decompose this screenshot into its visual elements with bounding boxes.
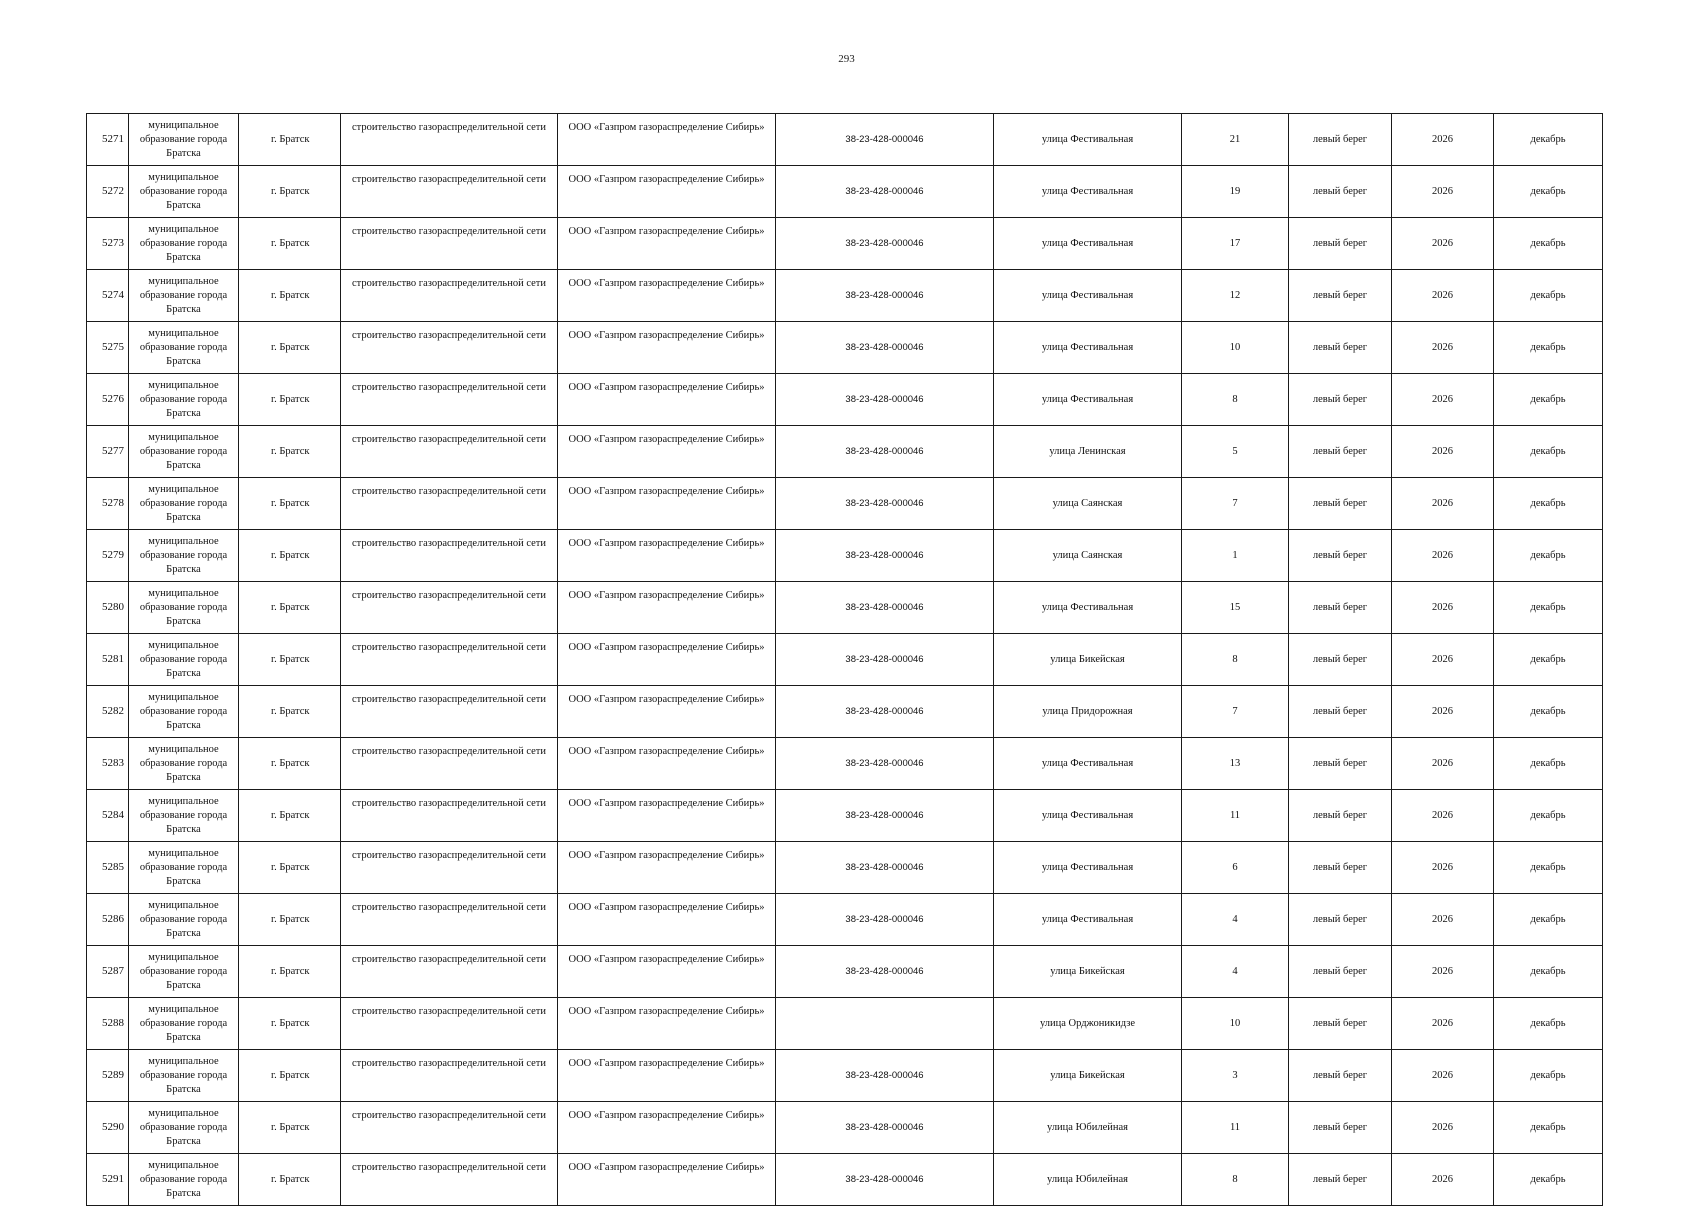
row-number-cell: 5279 <box>87 530 129 582</box>
code-cell: 38-23-428-000046 <box>776 946 994 998</box>
city-cell: г. Братск <box>239 998 341 1050</box>
work-type-cell: строительство газораспределительной сети <box>341 842 558 894</box>
month-cell: декабрь <box>1494 946 1603 998</box>
table-row <box>87 686 1603 738</box>
city-cell: г. Братск <box>239 218 341 270</box>
organization-cell: ООО «Газпром газораспределение Сибирь» <box>558 894 776 946</box>
table-row <box>87 790 1603 842</box>
table-row <box>87 894 1603 946</box>
house-number-cell: 19 <box>1182 166 1289 218</box>
municipality-cell: муниципальное образование города Братска <box>129 322 239 374</box>
year-cell: 2026 <box>1392 634 1494 686</box>
work-type-cell: строительство газораспределительной сети <box>341 322 558 374</box>
municipality-cell: муниципальное образование города Братска <box>129 114 239 166</box>
code-cell: 38-23-428-000046 <box>776 478 994 530</box>
municipality-cell: муниципальное образование города Братска <box>129 1102 239 1154</box>
city-cell: г. Братск <box>239 1050 341 1102</box>
year-cell: 2026 <box>1392 426 1494 478</box>
house-number-cell: 17 <box>1182 218 1289 270</box>
river-bank-cell: левый берег <box>1289 270 1392 322</box>
house-number-cell: 6 <box>1182 842 1289 894</box>
municipality-cell: муниципальное образование города Братска <box>129 790 239 842</box>
table-row <box>87 218 1603 270</box>
row-number-cell: 5284 <box>87 790 129 842</box>
house-number-cell: 13 <box>1182 738 1289 790</box>
street-cell: улица Фестивальная <box>994 114 1182 166</box>
municipality-cell: муниципальное образование города Братска <box>129 686 239 738</box>
page-number: 293 <box>838 53 855 65</box>
house-number-cell: 12 <box>1182 270 1289 322</box>
code-cell: 38-23-428-000046 <box>776 686 994 738</box>
year-cell: 2026 <box>1392 998 1494 1050</box>
table-row <box>87 634 1603 686</box>
municipality-cell: муниципальное образование города Братска <box>129 998 239 1050</box>
code-cell: 38-23-428-000046 <box>776 738 994 790</box>
code-cell: 38-23-428-000046 <box>776 894 994 946</box>
table-row <box>87 998 1603 1050</box>
street-cell: улица Бикейская <box>994 634 1182 686</box>
work-type-cell: строительство газораспределительной сети <box>341 634 558 686</box>
organization-cell: ООО «Газпром газораспределение Сибирь» <box>558 582 776 634</box>
organization-cell: ООО «Газпром газораспределение Сибирь» <box>558 530 776 582</box>
river-bank-cell: левый берег <box>1289 686 1392 738</box>
municipality-cell: муниципальное образование города Братска <box>129 946 239 998</box>
street-cell: улица Фестивальная <box>994 582 1182 634</box>
year-cell: 2026 <box>1392 946 1494 998</box>
municipality-cell: муниципальное образование города Братска <box>129 374 239 426</box>
year-cell: 2026 <box>1392 374 1494 426</box>
street-cell: улица Саянская <box>994 478 1182 530</box>
work-type-cell: строительство газораспределительной сети <box>341 998 558 1050</box>
work-type-cell: строительство газораспределительной сети <box>341 686 558 738</box>
work-type-cell: строительство газораспределительной сети <box>341 114 558 166</box>
registry-body <box>87 114 1603 1206</box>
code-cell: 38-23-428-000046 <box>776 1102 994 1154</box>
organization-cell: ООО «Газпром газораспределение Сибирь» <box>558 998 776 1050</box>
organization-cell: ООО «Газпром газораспределение Сибирь» <box>558 738 776 790</box>
year-cell: 2026 <box>1392 842 1494 894</box>
city-cell: г. Братск <box>239 322 341 374</box>
organization-cell: ООО «Газпром газораспределение Сибирь» <box>558 426 776 478</box>
code-cell <box>776 998 994 1050</box>
river-bank-cell: левый берег <box>1289 426 1392 478</box>
organization-cell: ООО «Газпром газораспределение Сибирь» <box>558 478 776 530</box>
municipality-cell: муниципальное образование города Братска <box>129 426 239 478</box>
work-type-cell: строительство газораспределительной сети <box>341 738 558 790</box>
year-cell: 2026 <box>1392 790 1494 842</box>
city-cell: г. Братск <box>239 270 341 322</box>
month-cell: декабрь <box>1494 790 1603 842</box>
code-cell: 38-23-428-000046 <box>776 166 994 218</box>
table-row <box>87 738 1603 790</box>
work-type-cell: строительство газораспределительной сети <box>341 1154 558 1206</box>
city-cell: г. Братск <box>239 530 341 582</box>
organization-cell: ООО «Газпром газораспределение Сибирь» <box>558 686 776 738</box>
house-number-cell: 11 <box>1182 1102 1289 1154</box>
work-type-cell: строительство газораспределительной сети <box>341 894 558 946</box>
city-cell: г. Братск <box>239 634 341 686</box>
city-cell: г. Братск <box>239 114 341 166</box>
code-cell: 38-23-428-000046 <box>776 1154 994 1206</box>
organization-cell: ООО «Газпром газораспределение Сибирь» <box>558 842 776 894</box>
row-number-cell: 5273 <box>87 218 129 270</box>
river-bank-cell: левый берег <box>1289 1050 1392 1102</box>
table-row <box>87 374 1603 426</box>
row-number-cell: 5285 <box>87 842 129 894</box>
city-cell: г. Братск <box>239 894 341 946</box>
code-cell: 38-23-428-000046 <box>776 842 994 894</box>
house-number-cell: 10 <box>1182 322 1289 374</box>
city-cell: г. Братск <box>239 790 341 842</box>
river-bank-cell: левый берег <box>1289 1154 1392 1206</box>
organization-cell: ООО «Газпром газораспределение Сибирь» <box>558 1102 776 1154</box>
row-number-cell: 5286 <box>87 894 129 946</box>
code-cell: 38-23-428-000046 <box>776 270 994 322</box>
year-cell: 2026 <box>1392 894 1494 946</box>
city-cell: г. Братск <box>239 166 341 218</box>
work-type-cell: строительство газораспределительной сети <box>341 426 558 478</box>
street-cell: улица Бикейская <box>994 946 1182 998</box>
work-type-cell: строительство газораспределительной сети <box>341 790 558 842</box>
river-bank-cell: левый берег <box>1289 894 1392 946</box>
river-bank-cell: левый берег <box>1289 218 1392 270</box>
municipality-cell: муниципальное образование города Братска <box>129 894 239 946</box>
month-cell: декабрь <box>1494 894 1603 946</box>
street-cell: улица Юбилейная <box>994 1154 1182 1206</box>
river-bank-cell: левый берег <box>1289 582 1392 634</box>
organization-cell: ООО «Газпром газораспределение Сибирь» <box>558 114 776 166</box>
street-cell: улица Фестивальная <box>994 790 1182 842</box>
code-cell: 38-23-428-000046 <box>776 426 994 478</box>
month-cell: декабрь <box>1494 738 1603 790</box>
month-cell: декабрь <box>1494 114 1603 166</box>
organization-cell: ООО «Газпром газораспределение Сибирь» <box>558 790 776 842</box>
house-number-cell: 3 <box>1182 1050 1289 1102</box>
river-bank-cell: левый берег <box>1289 530 1392 582</box>
month-cell: декабрь <box>1494 842 1603 894</box>
table-row <box>87 530 1603 582</box>
month-cell: декабрь <box>1494 1154 1603 1206</box>
street-cell: улица Фестивальная <box>994 322 1182 374</box>
year-cell: 2026 <box>1392 322 1494 374</box>
code-cell: 38-23-428-000046 <box>776 634 994 686</box>
table-row <box>87 426 1603 478</box>
house-number-cell: 8 <box>1182 374 1289 426</box>
municipality-cell: муниципальное образование города Братска <box>129 270 239 322</box>
house-number-cell: 4 <box>1182 946 1289 998</box>
row-number-cell: 5280 <box>87 582 129 634</box>
river-bank-cell: левый берег <box>1289 114 1392 166</box>
row-number-cell: 5287 <box>87 946 129 998</box>
house-number-cell: 11 <box>1182 790 1289 842</box>
municipality-cell: муниципальное образование города Братска <box>129 738 239 790</box>
house-number-cell: 21 <box>1182 114 1289 166</box>
work-type-cell: строительство газораспределительной сети <box>341 582 558 634</box>
municipality-cell: муниципальное образование города Братска <box>129 478 239 530</box>
city-cell: г. Братск <box>239 842 341 894</box>
year-cell: 2026 <box>1392 218 1494 270</box>
house-number-cell: 4 <box>1182 894 1289 946</box>
row-number-cell: 5274 <box>87 270 129 322</box>
work-type-cell: строительство газораспределительной сети <box>341 374 558 426</box>
municipality-cell: муниципальное образование города Братска <box>129 530 239 582</box>
row-number-cell: 5278 <box>87 478 129 530</box>
river-bank-cell: левый берег <box>1289 946 1392 998</box>
row-number-cell: 5272 <box>87 166 129 218</box>
house-number-cell: 10 <box>1182 998 1289 1050</box>
code-cell: 38-23-428-000046 <box>776 218 994 270</box>
year-cell: 2026 <box>1392 686 1494 738</box>
municipality-cell: муниципальное образование города Братска <box>129 634 239 686</box>
work-type-cell: строительство газораспределительной сети <box>341 946 558 998</box>
row-number-cell: 5282 <box>87 686 129 738</box>
table-row <box>87 114 1603 166</box>
month-cell: декабрь <box>1494 582 1603 634</box>
organization-cell: ООО «Газпром газораспределение Сибирь» <box>558 634 776 686</box>
year-cell: 2026 <box>1392 114 1494 166</box>
code-cell: 38-23-428-000046 <box>776 530 994 582</box>
municipality-cell: муниципальное образование города Братска <box>129 166 239 218</box>
street-cell: улица Фестивальная <box>994 218 1182 270</box>
row-number-cell: 5271 <box>87 114 129 166</box>
organization-cell: ООО «Газпром газораспределение Сибирь» <box>558 218 776 270</box>
house-number-cell: 1 <box>1182 530 1289 582</box>
river-bank-cell: левый берег <box>1289 166 1392 218</box>
table-row <box>87 270 1603 322</box>
month-cell: декабрь <box>1494 1050 1603 1102</box>
code-cell: 38-23-428-000046 <box>776 322 994 374</box>
month-cell: декабрь <box>1494 218 1603 270</box>
table-row <box>87 1050 1603 1102</box>
row-number-cell: 5276 <box>87 374 129 426</box>
street-cell: улица Бикейская <box>994 1050 1182 1102</box>
river-bank-cell: левый берег <box>1289 842 1392 894</box>
month-cell: декабрь <box>1494 478 1603 530</box>
house-number-cell: 8 <box>1182 634 1289 686</box>
organization-cell: ООО «Газпром газораспределение Сибирь» <box>558 270 776 322</box>
month-cell: декабрь <box>1494 686 1603 738</box>
row-number-cell: 5275 <box>87 322 129 374</box>
city-cell: г. Братск <box>239 426 341 478</box>
table-row <box>87 166 1603 218</box>
river-bank-cell: левый берег <box>1289 790 1392 842</box>
year-cell: 2026 <box>1392 270 1494 322</box>
row-number-cell: 5281 <box>87 634 129 686</box>
year-cell: 2026 <box>1392 1102 1494 1154</box>
year-cell: 2026 <box>1392 1050 1494 1102</box>
code-cell: 38-23-428-000046 <box>776 1050 994 1102</box>
organization-cell: ООО «Газпром газораспределение Сибирь» <box>558 1050 776 1102</box>
registry-table <box>86 113 1603 1206</box>
table-row <box>87 842 1603 894</box>
city-cell: г. Братск <box>239 738 341 790</box>
code-cell: 38-23-428-000046 <box>776 114 994 166</box>
organization-cell: ООО «Газпром газораспределение Сибирь» <box>558 166 776 218</box>
year-cell: 2026 <box>1392 478 1494 530</box>
street-cell: улица Фестивальная <box>994 374 1182 426</box>
organization-cell: ООО «Газпром газораспределение Сибирь» <box>558 946 776 998</box>
row-number-cell: 5283 <box>87 738 129 790</box>
river-bank-cell: левый берег <box>1289 374 1392 426</box>
work-type-cell: строительство газораспределительной сети <box>341 478 558 530</box>
city-cell: г. Братск <box>239 1154 341 1206</box>
month-cell: декабрь <box>1494 322 1603 374</box>
organization-cell: ООО «Газпром газораспределение Сибирь» <box>558 1154 776 1206</box>
year-cell: 2026 <box>1392 582 1494 634</box>
work-type-cell: строительство газораспределительной сети <box>341 270 558 322</box>
house-number-cell: 8 <box>1182 1154 1289 1206</box>
city-cell: г. Братск <box>239 946 341 998</box>
river-bank-cell: левый берег <box>1289 322 1392 374</box>
month-cell: декабрь <box>1494 374 1603 426</box>
organization-cell: ООО «Газпром газораспределение Сибирь» <box>558 374 776 426</box>
house-number-cell: 5 <box>1182 426 1289 478</box>
city-cell: г. Братск <box>239 582 341 634</box>
work-type-cell: строительство газораспределительной сети <box>341 1050 558 1102</box>
street-cell: улица Фестивальная <box>994 270 1182 322</box>
row-number-cell: 5289 <box>87 1050 129 1102</box>
row-number-cell: 5288 <box>87 998 129 1050</box>
river-bank-cell: левый берег <box>1289 738 1392 790</box>
month-cell: декабрь <box>1494 270 1603 322</box>
year-cell: 2026 <box>1392 530 1494 582</box>
year-cell: 2026 <box>1392 738 1494 790</box>
code-cell: 38-23-428-000046 <box>776 374 994 426</box>
row-number-cell: 5277 <box>87 426 129 478</box>
municipality-cell: муниципальное образование города Братска <box>129 1050 239 1102</box>
row-number-cell: 5290 <box>87 1102 129 1154</box>
street-cell: улица Фестивальная <box>994 842 1182 894</box>
month-cell: декабрь <box>1494 530 1603 582</box>
river-bank-cell: левый берег <box>1289 478 1392 530</box>
house-number-cell: 7 <box>1182 686 1289 738</box>
street-cell: улица Ленинская <box>994 426 1182 478</box>
work-type-cell: строительство газораспределительной сети <box>341 218 558 270</box>
month-cell: декабрь <box>1494 166 1603 218</box>
table-row <box>87 1102 1603 1154</box>
work-type-cell: строительство газораспределительной сети <box>341 530 558 582</box>
month-cell: декабрь <box>1494 998 1603 1050</box>
street-cell: улица Фестивальная <box>994 166 1182 218</box>
year-cell: 2026 <box>1392 166 1494 218</box>
city-cell: г. Братск <box>239 686 341 738</box>
month-cell: декабрь <box>1494 1102 1603 1154</box>
code-cell: 38-23-428-000046 <box>776 582 994 634</box>
municipality-cell: муниципальное образование города Братска <box>129 218 239 270</box>
municipality-cell: муниципальное образование города Братска <box>129 1154 239 1206</box>
house-number-cell: 7 <box>1182 478 1289 530</box>
municipality-cell: муниципальное образование города Братска <box>129 582 239 634</box>
river-bank-cell: левый берег <box>1289 634 1392 686</box>
table-row <box>87 946 1603 998</box>
table-row <box>87 322 1603 374</box>
city-cell: г. Братск <box>239 1102 341 1154</box>
house-number-cell: 15 <box>1182 582 1289 634</box>
organization-cell: ООО «Газпром газораспределение Сибирь» <box>558 322 776 374</box>
table-row <box>87 582 1603 634</box>
work-type-cell: строительство газораспределительной сети <box>341 1102 558 1154</box>
street-cell: улица Фестивальная <box>994 894 1182 946</box>
street-cell: улица Юбилейная <box>994 1102 1182 1154</box>
month-cell: декабрь <box>1494 426 1603 478</box>
street-cell: улица Придорожная <box>994 686 1182 738</box>
municipality-cell: муниципальное образование города Братска <box>129 842 239 894</box>
month-cell: декабрь <box>1494 634 1603 686</box>
year-cell: 2026 <box>1392 1154 1494 1206</box>
street-cell: улица Саянская <box>994 530 1182 582</box>
city-cell: г. Братск <box>239 478 341 530</box>
code-cell: 38-23-428-000046 <box>776 790 994 842</box>
street-cell: улица Фестивальная <box>994 738 1182 790</box>
row-number-cell: 5291 <box>87 1154 129 1206</box>
table-row <box>87 1154 1603 1206</box>
river-bank-cell: левый берег <box>1289 998 1392 1050</box>
work-type-cell: строительство газораспределительной сети <box>341 166 558 218</box>
street-cell: улица Орджоникидзе <box>994 998 1182 1050</box>
table-row <box>87 478 1603 530</box>
river-bank-cell: левый берег <box>1289 1102 1392 1154</box>
city-cell: г. Братск <box>239 374 341 426</box>
